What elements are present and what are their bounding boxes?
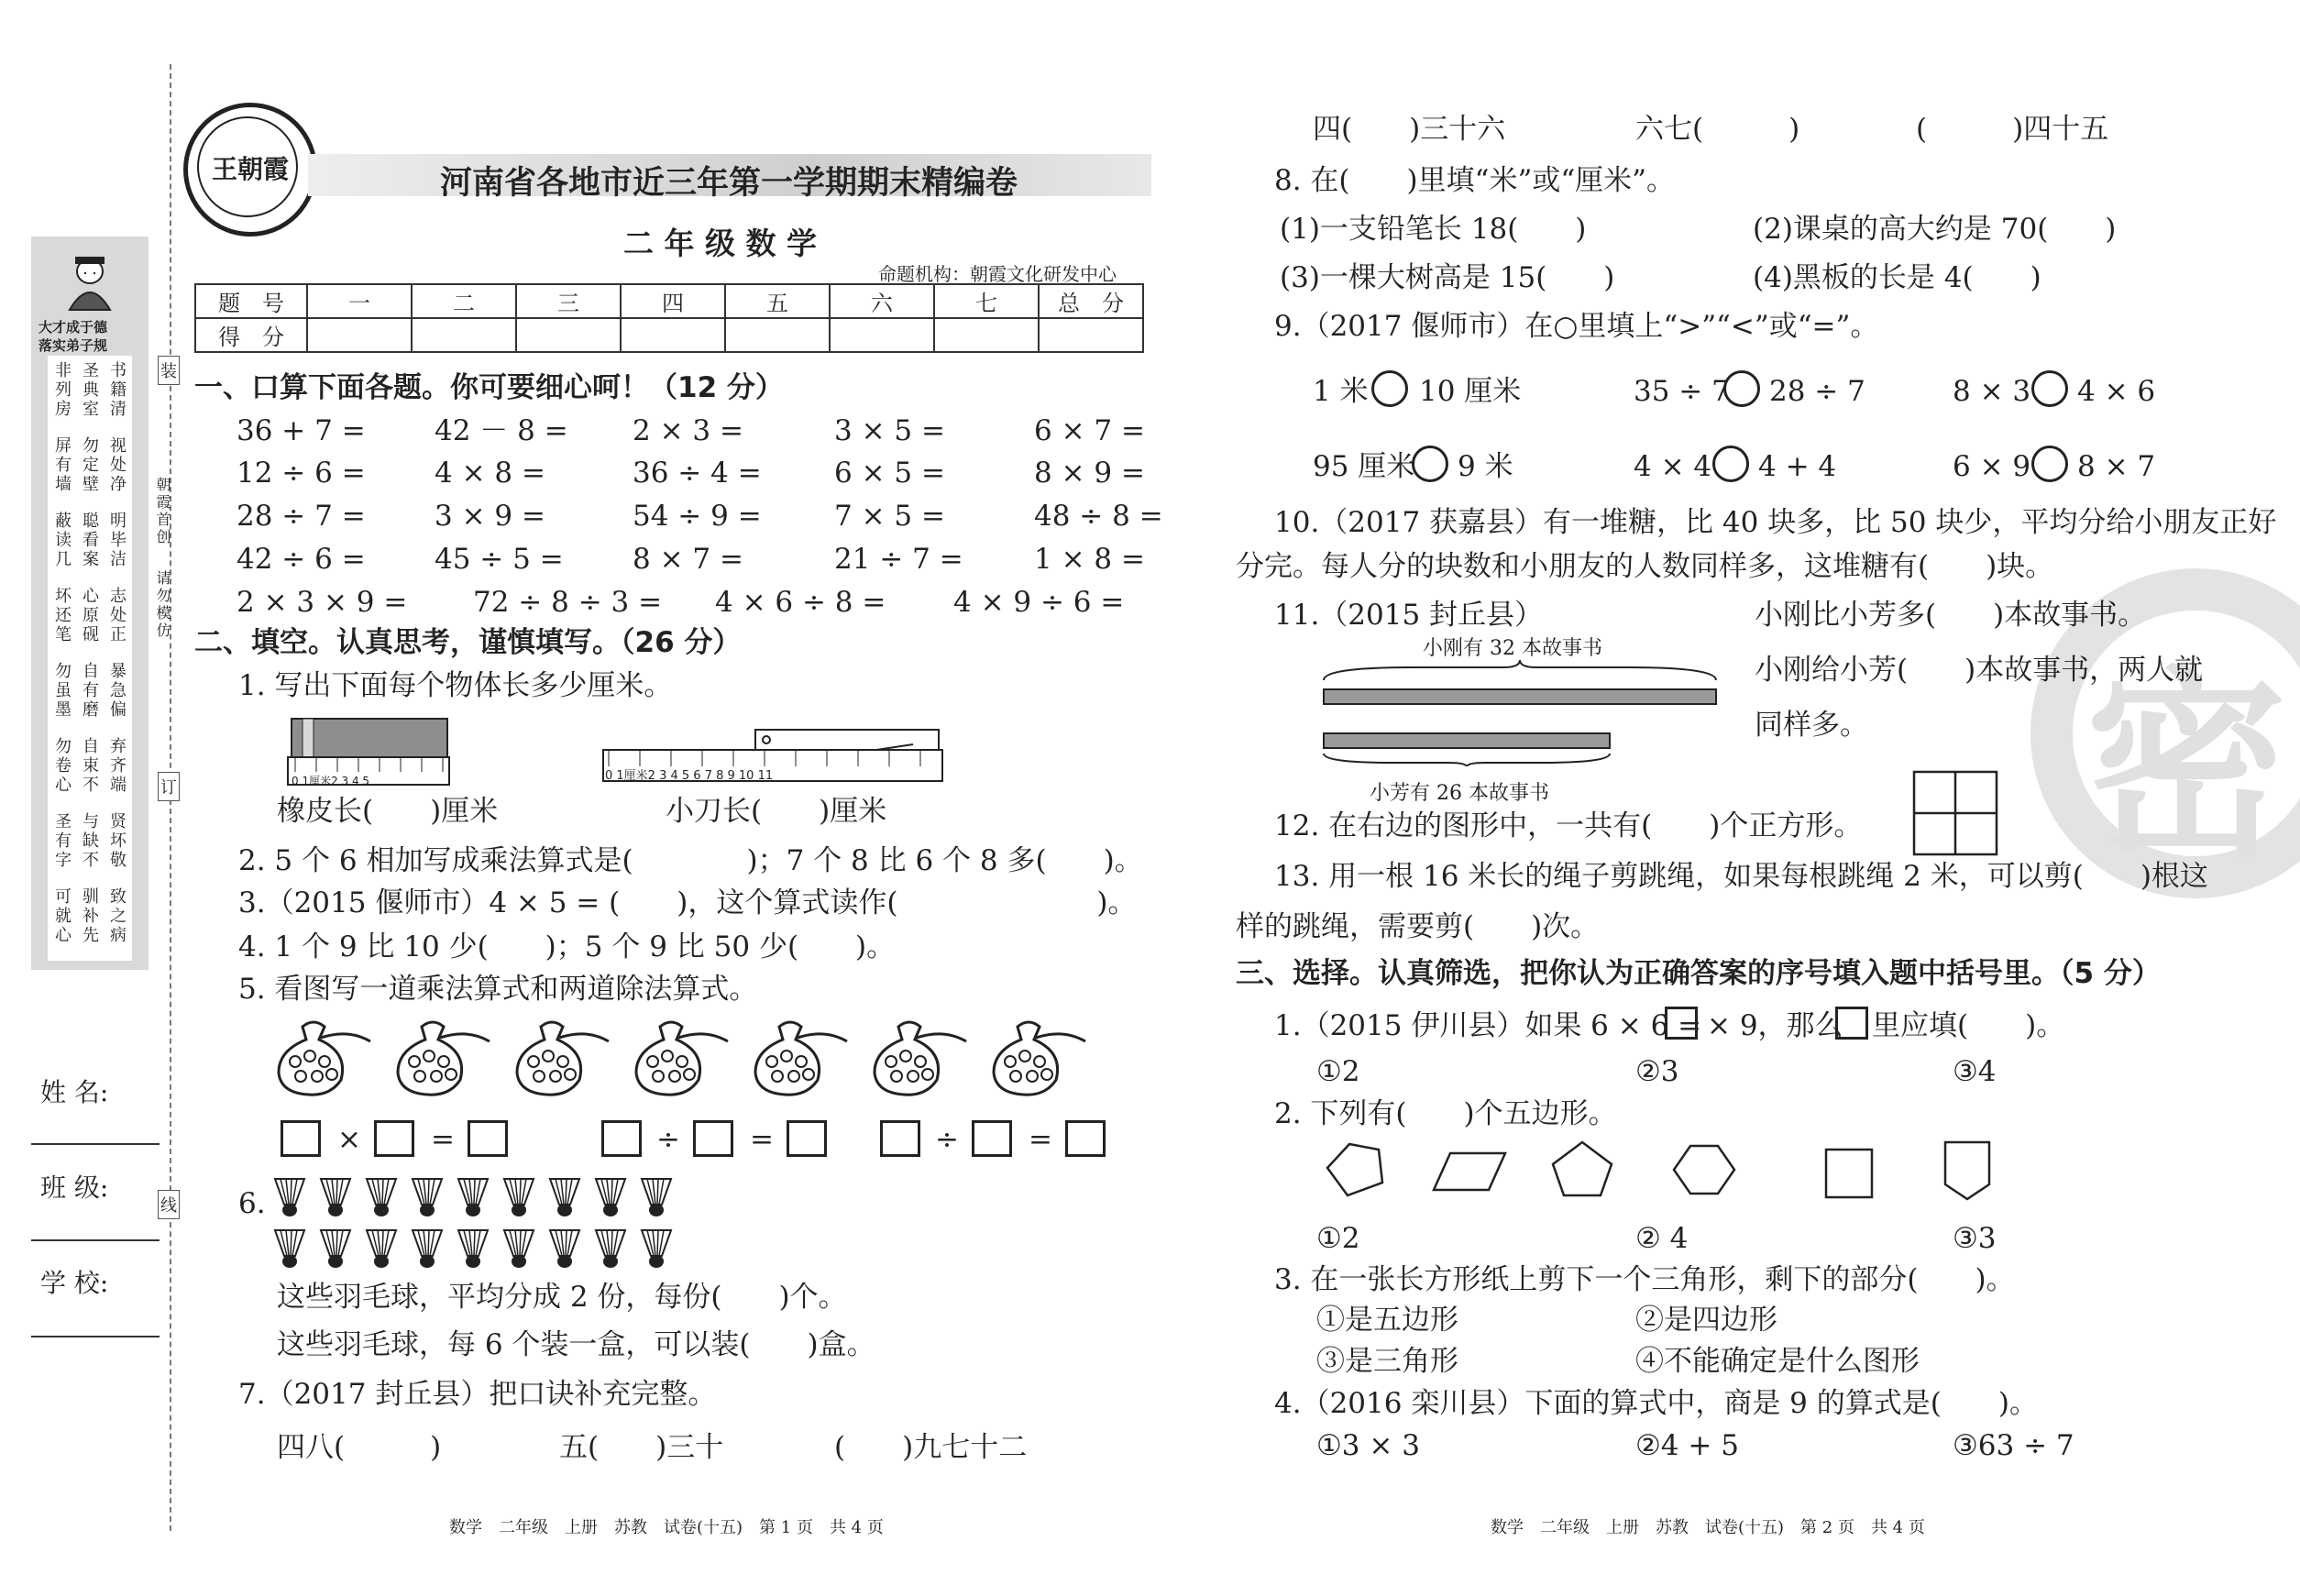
calc-item: 7 × 5 = (834, 500, 945, 533)
calc-item: 3 × 5 = (834, 414, 945, 447)
motto-col: 志处正 (107, 587, 127, 644)
option: ②4 + 5 (1635, 1429, 1739, 1462)
fill-item: 五( )三十 (559, 1431, 724, 1464)
compare-circle[interactable] (1723, 370, 1760, 407)
motto-col: 坏还笔 (52, 587, 72, 644)
score-cell: 五 (725, 284, 830, 318)
section1-heading: 一、口算下面各题。你可要细心呵！（12 分） (194, 371, 784, 404)
motto-col: 心原砚 (80, 587, 99, 644)
compare-right: 4 + 4 (1758, 450, 1837, 483)
calc-item: 2 × 3 = (633, 414, 743, 447)
calc-item: 6 × 7 = (1034, 414, 1145, 447)
operator: = (1029, 1123, 1052, 1156)
section2-heading: 二、填空。认真思考，谨慎填写。（26 分） (194, 626, 742, 659)
score-header-row (195, 284, 1143, 318)
school-field[interactable] (31, 1336, 160, 1337)
school-label: 学 校: (40, 1268, 109, 1298)
calc-item: 4 × 8 = (435, 457, 545, 490)
question-number: 6. (238, 1187, 266, 1220)
score-input[interactable] (307, 318, 412, 352)
calc-item: 54 ÷ 9 = (633, 500, 762, 533)
side-mark-original: 朝霞首创 (154, 477, 171, 546)
fill-item: ( )九七十二 (834, 1431, 1028, 1464)
section3-heading: 三、选择。认真筛选，把你认为正确答案的序号填入题中括号里。（5 分） (1236, 957, 2161, 990)
compare-circle[interactable] (2031, 446, 2068, 482)
motto-col: 可就心 (52, 887, 72, 945)
motto-col: 非列房 (52, 361, 72, 419)
option: ②3 (1635, 1055, 1679, 1088)
calc-item: 36 ÷ 4 = (633, 457, 762, 490)
calc-item: 8 × 7 = (633, 543, 743, 576)
question-text: 5. 看图写一道乘法算式和两道除法算式。 (238, 973, 758, 1006)
question-text: 1. 写出下面每个物体长多少厘米。 (238, 669, 673, 702)
compare-circle[interactable] (1371, 370, 1408, 407)
score-cell: 三 (516, 284, 621, 318)
fill-item: 六七( ) (1635, 113, 1800, 146)
score-cell: 总 分 (1039, 284, 1143, 318)
answer-box[interactable] (787, 1120, 827, 1161)
motto-col: 自束不 (80, 737, 99, 795)
question-text: 样的跳绳，需要剪( )次。 (1236, 910, 1600, 943)
score-input[interactable] (934, 318, 1039, 352)
calc-item: 28 ÷ 7 = (237, 500, 366, 533)
question-text: 里应填( )。 (1872, 1009, 2065, 1042)
option: ③63 ÷ 7 (1953, 1429, 2074, 1462)
svg-text:0 1厘米2 3 4 5 6 7: 0 1厘米2 3 4 5 6 7 8 9 10 11 (605, 769, 774, 783)
motto-col: 弃齐端 (107, 737, 127, 795)
calc-item: 42 － 8 = (435, 414, 568, 447)
motto-col: 聪看案 (80, 512, 99, 569)
knife-question: 小刀长( )厘米 (666, 795, 887, 828)
motto-col: 圣有字 (52, 812, 72, 870)
fill-item: 四八( ) (277, 1431, 442, 1464)
operator: ÷ (935, 1123, 959, 1156)
compare-right: 10 厘米 (1419, 375, 1522, 408)
footer-right: 数学 二年级 上册 苏教 试卷(十五) 第 2 页 共 4 页 (1491, 1518, 1925, 1537)
motto-col: 屏有墙 (52, 436, 72, 494)
motto-text-block (48, 356, 132, 961)
motto-col: 蔽读几 (52, 512, 72, 569)
calc-item: 36 + 7 = (237, 414, 366, 447)
operator: = (431, 1123, 455, 1156)
squares-figure (1912, 770, 1998, 856)
score-input[interactable] (412, 318, 516, 352)
score-cell: 七 (934, 284, 1039, 318)
answer-box[interactable] (880, 1120, 920, 1161)
money-bag-icon (394, 1016, 495, 1098)
question-text: 13. 用一根 16 米长的绳子剪跳绳，如果每根跳绳 2 米，可以剪( )根这 (1274, 860, 2208, 893)
option: ③是三角形 (1316, 1345, 1458, 1378)
option: ②是四边形 (1635, 1304, 1777, 1337)
footer-left: 数学 二年级 上册 苏教 试卷(十五) 第 1 页 共 4 页 (449, 1518, 884, 1537)
calc-item: 2 × 3 × 9 = (237, 586, 408, 619)
money-bag-icon (275, 1016, 376, 1098)
score-cell: 四 (621, 284, 725, 318)
motto-col: 勿定壁 (80, 436, 99, 494)
question-text: 12. 在右边的图形中，一共有( )个正方形。 (1274, 809, 1863, 842)
option: ④不能确定是什么图形 (1635, 1345, 1920, 1378)
calc-item: 4 × 6 ÷ 8 = (715, 586, 886, 619)
motto-col: 与缺不 (80, 812, 99, 870)
question-text: 2. 下列有( )个五边形。 (1274, 1097, 1617, 1130)
calc-item: 8 × 9 = (1034, 457, 1145, 490)
question-text: 9.（2017 偃师市）在○里填上“>”“<”或“=”。 (1274, 310, 1879, 343)
money-bag-icon (871, 1016, 972, 1098)
calc-item: 21 ÷ 7 = (834, 543, 963, 576)
question-text: 4.（2016 栾川县）下面的算式中，商是 9 的算式是( )。 (1274, 1387, 2038, 1420)
score-input[interactable] (725, 318, 830, 352)
calc-item: 48 ÷ 8 = (1034, 500, 1163, 533)
motto-col: 自有磨 (80, 662, 99, 720)
answer-box[interactable] (601, 1120, 642, 1161)
name-field[interactable] (31, 1143, 160, 1145)
operator: = (750, 1123, 774, 1156)
compare-left: 6 × 9 (1953, 450, 2031, 483)
compare-left: 1 米 (1313, 375, 1369, 408)
cut-label-ding: 订 (158, 772, 180, 801)
shapes-figure (1316, 1137, 1995, 1210)
motto-col: 明毕洁 (107, 512, 127, 569)
score-cell: 得 分 (195, 318, 307, 352)
fill-item: (3)一棵大树高是 15( ) (1280, 261, 1615, 294)
score-cell: 六 (830, 284, 934, 318)
compare-right: 28 ÷ 7 (1769, 375, 1865, 408)
book-label-top: 小刚有 32 本故事书 (1423, 637, 1602, 660)
score-input[interactable] (830, 318, 934, 352)
question-text: 3. 在一张长方形纸上剪下一个三角形，剩下的部分( )。 (1274, 1263, 2015, 1296)
motto-col: 贤坏敬 (107, 812, 127, 870)
question-text: 7.（2017 封丘县）把口诀补充完整。 (238, 1378, 717, 1411)
question-text: 2. 5 个 6 相加写成乘法算式是( )；7 个 8 比 6 个 8 多( )。 (238, 844, 1143, 877)
score-input[interactable] (516, 318, 621, 352)
motto-col: 视处净 (107, 436, 127, 494)
compare-left: 95 厘米 (1313, 450, 1415, 483)
question-text: 分完。每人分的块数和小朋友的人数同样多，这堆糖有( )块。 (1236, 550, 2054, 583)
shuttlecocks-figure (273, 1175, 677, 1276)
score-cell: 题 号 (195, 284, 307, 318)
calc-item: 12 ÷ 6 = (237, 457, 366, 490)
book-label-bottom: 小芳有 26 本故事书 (1370, 782, 1549, 805)
fill-item: ( )四十五 (1916, 113, 2109, 146)
scholar-figure-icon (57, 248, 123, 312)
class-label: 班 级: (40, 1172, 109, 1203)
money-bag-icon (513, 1016, 614, 1098)
answer-box[interactable] (374, 1120, 414, 1161)
calc-item: 4 × 9 ÷ 6 = (953, 586, 1125, 619)
knife-ruler-figure (601, 726, 945, 790)
compare-right: 8 × 7 (2077, 450, 2156, 483)
calc-item: 42 ÷ 6 = (237, 543, 366, 576)
publisher-logo (183, 103, 317, 237)
blank-box[interactable] (1835, 1007, 1868, 1043)
option: ①是五边形 (1316, 1304, 1458, 1337)
eraser-question: 橡皮长( )厘米 (277, 795, 499, 828)
motto-col: 驯补先 (80, 887, 99, 945)
fill-item: 四( )三十六 (1313, 113, 1506, 146)
calc-item: 3 × 9 = (435, 500, 545, 533)
question-text: 11.（2015 封丘县） (1274, 599, 1544, 632)
score-value-row (195, 318, 1143, 352)
compare-right: 9 米 (1458, 450, 1513, 483)
score-table (194, 283, 1144, 353)
money-bag-icon (633, 1016, 733, 1098)
question-text: 小刚比小芳多( )本故事书。 (1755, 599, 2147, 632)
compare-circle[interactable] (1712, 446, 1749, 482)
option: ①3 × 3 (1316, 1429, 1420, 1462)
page-subtitle: 二 年 级 数 学 (623, 226, 817, 261)
answer-box[interactable] (281, 1120, 321, 1161)
answer-box[interactable] (1065, 1120, 1106, 1161)
author-org: 命题机构：朝霞文化研发中心 (878, 263, 1117, 285)
name-label: 姓 名: (40, 1077, 109, 1107)
fill-item: (4)黑板的长是 4( ) (1753, 261, 2041, 294)
class-field[interactable] (31, 1239, 160, 1241)
option: ② 4 (1635, 1222, 1689, 1255)
stamp-character: 密 (2085, 650, 2288, 885)
score-input[interactable] (1039, 318, 1143, 352)
option: ①2 (1316, 1055, 1360, 1088)
motto-col: 圣典室 (80, 361, 99, 419)
fill-item: (2)课桌的高大约是 70( ) (1753, 213, 2117, 246)
logo-text: 王朝霞 (211, 154, 289, 184)
question-text: 4. 1 个 9 比 10 少( )；5 个 9 比 50 少( )。 (238, 930, 896, 963)
motto-col: 致之病 (107, 887, 127, 945)
book-bars-figure (1320, 658, 1720, 766)
option: ③4 (1953, 1055, 1997, 1088)
operator: ÷ (656, 1123, 680, 1156)
compare-left: 35 ÷ 7 (1634, 375, 1730, 408)
score-cell: 二 (412, 284, 516, 318)
sidebar-motto-panel (31, 237, 149, 970)
compare-left: 4 × 4 (1634, 450, 1712, 483)
compare-left: 8 × 3 (1953, 375, 2031, 408)
calc-item: 45 ÷ 5 = (435, 543, 564, 576)
cut-label-zhuang: 装 (158, 356, 180, 385)
question-text: 8. 在( )里填“米”或“厘米”。 (1274, 164, 1676, 197)
motto-col: 勿虽墨 (52, 662, 72, 720)
question-text: 10.（2017 获嘉县）有一堆糖，比 40 块多，比 50 块少，平均分给小朋友正好 (1274, 506, 2277, 539)
compare-circle[interactable] (1412, 446, 1448, 482)
compare-right: 4 × 6 (2077, 375, 2156, 408)
motto-bottom: 落实弟子规 (39, 337, 108, 354)
score-cell: 一 (307, 284, 412, 318)
fill-item: (1)一支铅笔长 18( ) (1280, 213, 1587, 246)
question-text: 同样多。 (1755, 709, 1868, 742)
motto-top: 大才成于德 (39, 319, 108, 336)
side-mark-no-copy: 请勿模仿 (154, 570, 171, 640)
question-text: 3.（2015 偃师市）4 × 5 = ( )，这个算式读作( )。 (238, 886, 1137, 919)
blank-box[interactable] (1665, 1007, 1698, 1043)
option: ③3 (1953, 1222, 1997, 1255)
motto-col: 暴急偏 (107, 662, 127, 720)
motto-col: 勿卷心 (52, 737, 72, 795)
money-bag-icon (752, 1016, 853, 1098)
answer-box[interactable] (972, 1120, 1012, 1161)
compare-circle[interactable] (2031, 370, 2068, 407)
calc-item: 1 × 8 = (1034, 543, 1145, 576)
answer-box[interactable] (468, 1120, 508, 1161)
money-bag-icon (990, 1016, 1091, 1098)
calc-item: 72 ÷ 8 ÷ 3 = (473, 586, 663, 619)
option: ①2 (1316, 1222, 1360, 1255)
answer-box[interactable] (693, 1120, 733, 1161)
question-text: 这些羽毛球，平均分成 2 份，每份( )个。 (277, 1281, 847, 1314)
cut-label-xian: 线 (158, 1190, 180, 1219)
calc-item: 6 × 5 = (834, 457, 945, 490)
svg-text:0 1厘米2 3 4 5: 0 1厘米2 3 4 5 (292, 775, 370, 787)
question-text: 1.（2015 伊川县）如果 6 × 6 = (1274, 1009, 1702, 1042)
question-text: 小刚给小芳( )本故事书，两人就 (1755, 654, 2204, 687)
operator: × (337, 1123, 361, 1156)
page-title: 河南省各地市近三年第一学期期末精编卷 (440, 165, 1018, 202)
question-text: × 9，那么 (1707, 1009, 1843, 1042)
eraser-ruler-figure (286, 715, 451, 790)
question-text: 这些羽毛球，每 6 个装一盒，可以装( )盒。 (277, 1328, 875, 1361)
score-input[interactable] (621, 318, 725, 352)
motto-col: 书籍清 (107, 361, 127, 419)
